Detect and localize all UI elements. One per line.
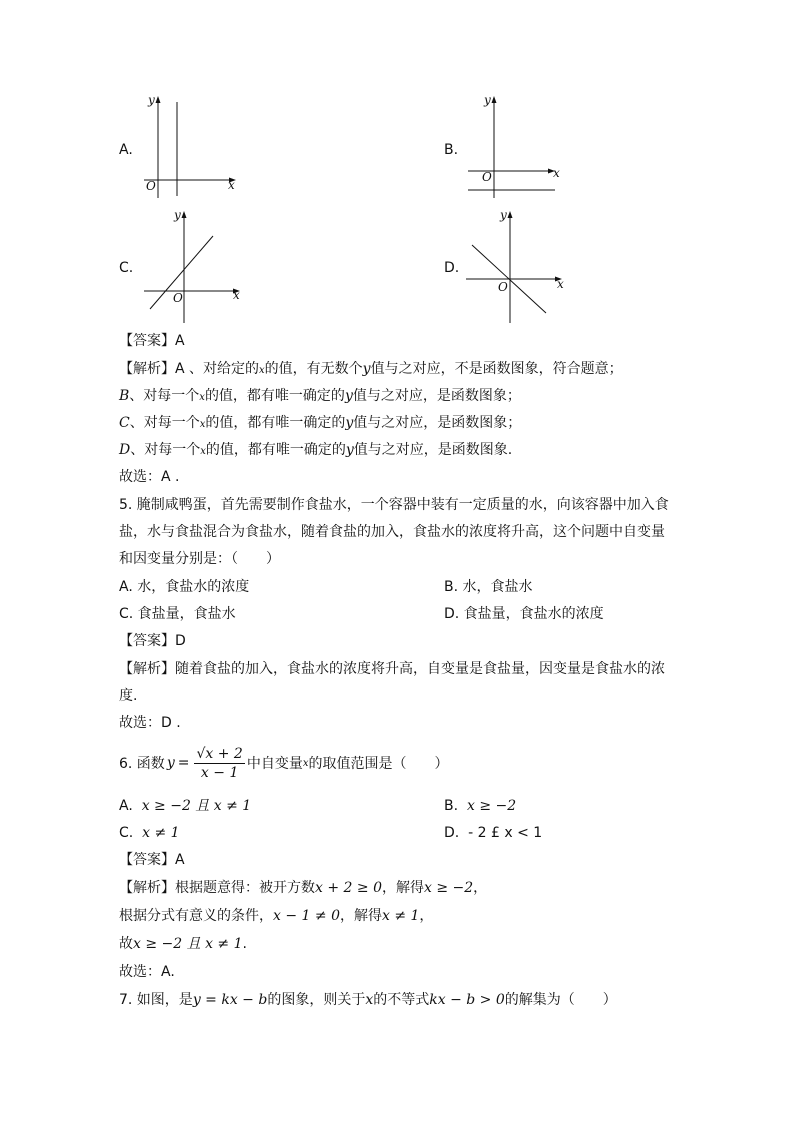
q4-answer: 【答案】A — [119, 333, 185, 349]
graph-b-y-arrow — [492, 96, 497, 103]
option-a-label: A. — [119, 142, 133, 158]
q7-stem-var: x — [365, 992, 374, 1008]
q6-fraction-denominator: x − 1 — [200, 764, 239, 781]
q7-stem — [119, 990, 617, 1010]
option-b-label: B. — [444, 142, 459, 158]
graph-d-x-label: x — [557, 277, 564, 291]
q4-analysis-2-suffix: 值与之对应，是函数图象； — [352, 388, 521, 404]
q4-analysis-1-mid: 的值，有无数个 — [264, 361, 363, 377]
q4-analysis-3-mid: 的值，都有唯一确定的 — [205, 415, 346, 431]
q4-analysis-4-mid: 的值，都有唯一确定的 — [205, 442, 346, 458]
q6-answer: 【答案】A — [119, 852, 185, 868]
q6-choice: 故选：A. — [119, 964, 175, 980]
graph-b-x-label: x — [553, 166, 560, 180]
q6-stem-mid: 中自变量 — [246, 756, 303, 772]
q6-option-d-expr: - 2 £ x < 1 — [468, 825, 543, 841]
q6-analysis-1-mid: ，解得 — [381, 880, 424, 896]
q4-analysis-2-var-x: x — [199, 392, 205, 403]
q6-analysis-2-expr1: x − 1 ≠ 0 — [273, 908, 340, 924]
q6-analysis-1-expr1: x + 2 ≥ 0 — [315, 880, 382, 896]
q4-analysis-1-prefix: 【解析】A 、对给定的 — [119, 361, 260, 377]
q7-stem-prefix: 7. 如图，是 — [119, 992, 193, 1008]
graph-a-y-label: y — [148, 93, 155, 107]
q6-fraction — [194, 745, 244, 782]
q6-analysis-3-prefix: 故 — [119, 936, 133, 952]
q5-option-b: B. 水，食盐水 — [444, 579, 533, 595]
q5-analysis-line-1: 【解析】随着食盐的加入，食盐水的浓度将升高，自变量是食盐量，因变量是食盐水的浓 — [119, 661, 665, 677]
q4-analysis-4-var-y: y — [345, 442, 354, 458]
q4-analysis-4-var-x: x — [200, 446, 206, 457]
graph-a-origin-label: O — [146, 179, 156, 193]
q6-option-a — [119, 796, 251, 816]
graph-b-origin-label: O — [482, 170, 492, 184]
q7-stem-mid2: 的不等式 — [373, 992, 430, 1008]
q6-stem-y: y — [166, 755, 175, 771]
graph-b-y-label: y — [484, 93, 491, 107]
q4-analysis-1-var-x: x — [259, 365, 265, 376]
q5-stem-line-2: 盐，水与食盐混合为食盐水，随着食盐的加入，食盐水的浓度将升高，这个问题中自变量 — [119, 524, 665, 540]
q6-analysis-1-expr2: x ≥ −2 — [423, 880, 474, 896]
q6-option-c-label: C. — [119, 825, 134, 841]
q6-analysis-3-expr: x ≥ −2 且 x ≠ 1 — [133, 936, 243, 952]
q4-analysis-line-2 — [119, 386, 521, 408]
graph-c-x-label: x — [233, 288, 240, 302]
q6-option-c-expr: x ≠ 1 — [142, 825, 180, 841]
graph-d-y-label: y — [500, 208, 507, 222]
q6-option-d-label: D. — [444, 825, 460, 841]
q7-stem-suffix: 的解集为（ ） — [504, 992, 617, 1008]
q4-analysis-2-mid: 的值，都有唯一确定的 — [204, 388, 345, 404]
q6-analysis-line-2 — [119, 906, 433, 926]
q4-analysis-3-var-y: y — [345, 415, 354, 431]
graph-a-y-arrow — [156, 96, 161, 103]
q4-analysis-1-suffix: 值与之对应，不是函数图象，符合题意； — [370, 361, 623, 377]
q5-option-c: C. 食盐量，食盐水 — [119, 606, 236, 622]
q6-analysis-line-3 — [119, 934, 247, 954]
q5-option-a: A. 水，食盐水的浓度 — [119, 579, 250, 595]
q5-stem-line-3: 和因变量分别是：（ ） — [119, 551, 280, 567]
q4-analysis-1-var-y: y — [362, 361, 371, 377]
q7-stem-mid1: 的图象，则关于 — [267, 992, 366, 1008]
q5-analysis-line-2: 度. — [119, 688, 138, 704]
q4-analysis-line-3 — [119, 413, 521, 435]
graph-a — [140, 90, 240, 200]
q6-option-a-label: A. — [119, 798, 133, 814]
q4-analysis-line-1 — [119, 359, 623, 381]
graph-d — [462, 205, 572, 325]
q6-option-c — [119, 823, 180, 843]
q6-option-a-expr: x ≥ −2 且 x ≠ 1 — [141, 798, 252, 814]
q4-analysis-4-prefix: 、对每一个 — [130, 442, 201, 458]
q6-analysis-line-1 — [119, 878, 487, 898]
q4-analysis-3-prefix: 、对每一个 — [129, 415, 200, 431]
option-c-label: C. — [119, 260, 134, 276]
q4-analysis-4-suffix: 值与之对应，是函数图象. — [353, 442, 513, 458]
q7-stem-expr1: y = kx − b — [192, 992, 268, 1008]
graph-a-x-label: x — [228, 178, 235, 192]
graph-d-y-arrow — [508, 211, 513, 218]
q4-analysis-line-4 — [119, 440, 512, 462]
q4-choice: 故选：A . — [119, 469, 180, 485]
q6-stem — [119, 741, 448, 785]
q5-stem-line-1: 5. 腌制咸鸭蛋，首先需要制作食盐水，一个容器中装有一定质量的水，向该容器中加入食 — [119, 497, 669, 513]
q6-option-d — [444, 823, 542, 843]
q6-analysis-2-expr2: x ≠ 1 — [381, 908, 420, 924]
graph-b — [462, 90, 572, 200]
q5-answer: 【答案】D — [119, 633, 186, 649]
q6-analysis-1-prefix: 【解析】根据题意得：被开方数 — [119, 880, 315, 896]
q6-analysis-2-prefix: 根据分式有意义的条件， — [119, 908, 273, 924]
graph-c-y-arrow — [182, 211, 187, 218]
q6-stem-var: x — [302, 757, 309, 769]
q4-analysis-2-var-y: y — [344, 388, 353, 404]
graph-c-y-label: y — [174, 208, 181, 222]
q4-analysis-2-label: B — [119, 388, 130, 404]
q6-stem-prefix: 6. 函数 — [119, 756, 165, 772]
q7-stem-expr2: kx − b > 0 — [429, 992, 505, 1008]
option-d-label: D. — [444, 260, 460, 276]
q5-option-d: D. 食盐量，食盐水的浓度 — [444, 606, 604, 622]
q6-analysis-2-suffix: ， — [419, 908, 434, 924]
q6-option-b-label: B. — [444, 798, 459, 814]
graph-c-origin-label: O — [173, 291, 183, 305]
q4-analysis-3-label: C — [119, 415, 130, 431]
q6-fraction-numerator: √x + 2 — [196, 745, 243, 762]
q6-analysis-3-suffix: . — [242, 936, 247, 952]
q6-analysis-1-suffix: ， — [473, 880, 488, 896]
graph-c — [140, 205, 250, 325]
q4-analysis-4-label: D — [119, 442, 131, 458]
q4-analysis-3-suffix: 值与之对应，是函数图象； — [353, 415, 522, 431]
q6-option-b-expr: x ≥ −2 — [466, 798, 517, 814]
q6-stem-suffix: 的取值范围是（ ） — [308, 756, 449, 772]
q6-stem-equals: = — [177, 755, 190, 771]
q4-analysis-3-var-x: x — [199, 419, 206, 430]
graph-d-origin-label: O — [498, 280, 508, 294]
q4-analysis-2-prefix: 、对每一个 — [129, 388, 200, 404]
q6-option-b — [444, 796, 516, 816]
q5-choice: 故选：D . — [119, 715, 181, 731]
q6-analysis-2-mid: ，解得 — [339, 908, 382, 924]
